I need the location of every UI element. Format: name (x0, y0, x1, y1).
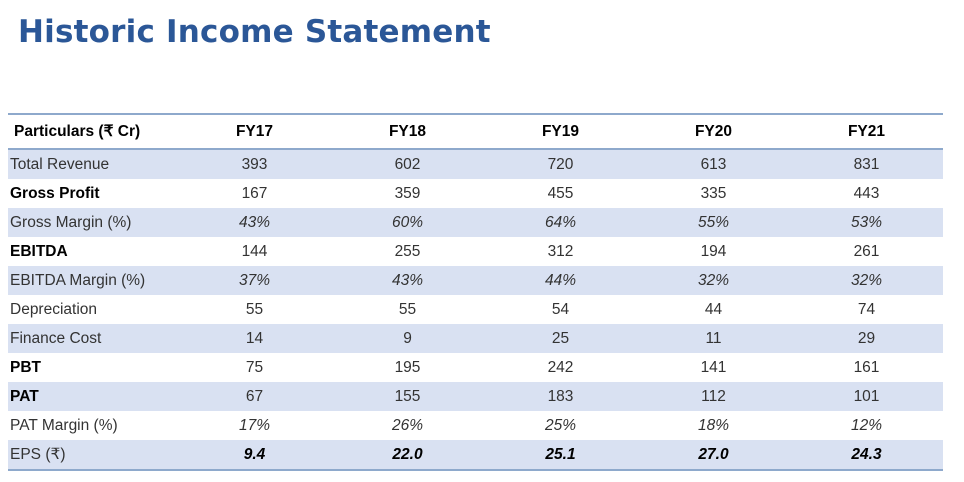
cell-fy17: 43% (178, 208, 331, 237)
cell-fy17: 37% (178, 266, 331, 295)
row-total-revenue (8, 149, 943, 179)
cell-fy18: 22.0 (331, 440, 484, 470)
cell-fy20: 55% (637, 208, 790, 237)
cell-fy21: 29 (790, 324, 943, 353)
header-fy21: FY21 (847, 122, 886, 140)
cell-fy21: 32% (790, 266, 943, 295)
cell-fy18: 55 (398, 300, 417, 318)
cell-fy19: 242 (547, 358, 574, 376)
row-ebitda-margin (8, 266, 943, 295)
page-title: Historic Income Statement (18, 14, 491, 50)
cell-fy19: 25% (544, 416, 577, 434)
cell-fy18: 26% (391, 416, 424, 434)
cell-fy20: 18% (697, 416, 730, 434)
cell-fy19: 44% (484, 266, 637, 295)
header-fy19: FY19 (541, 122, 580, 140)
cell-fy21: 831 (790, 149, 943, 179)
cell-fy20: 44 (704, 300, 723, 318)
cell-fy18: 255 (394, 242, 421, 260)
row-pat (8, 382, 943, 411)
row-gross-margin (8, 208, 943, 237)
cell-fy21: 12% (850, 416, 883, 434)
cell-fy17: 14 (178, 324, 331, 353)
cell-fy19: 720 (484, 149, 637, 179)
header-fy18: FY18 (388, 122, 427, 140)
cell-fy18: 9 (331, 324, 484, 353)
cell-fy19: 183 (484, 382, 637, 411)
row-gross-profit (8, 179, 943, 208)
cell-fy20: 613 (637, 149, 790, 179)
cell-fy17: 17% (238, 416, 271, 434)
cell-fy17: 393 (178, 149, 331, 179)
cell-fy21: 161 (853, 358, 880, 376)
row-label: Gross Profit (10, 184, 100, 202)
cell-fy18: 195 (394, 358, 421, 376)
cell-fy20: 112 (637, 382, 790, 411)
cell-fy19: 25 (484, 324, 637, 353)
header-fy20: FY20 (694, 122, 733, 140)
cell-fy20: 32% (637, 266, 790, 295)
cell-fy17: 144 (241, 242, 268, 260)
header-particulars: Particulars (₹ Cr) (14, 123, 141, 140)
cell-fy17: 55 (245, 300, 264, 318)
header-row (8, 114, 943, 149)
row-label: Total Revenue (8, 149, 178, 179)
row-label: Finance Cost (8, 324, 178, 353)
cell-fy17: 75 (245, 358, 264, 376)
cell-fy18: 359 (394, 184, 421, 202)
cell-fy19: 25.1 (484, 440, 637, 470)
cell-fy19: 54 (551, 300, 570, 318)
row-depreciation (8, 295, 943, 324)
row-pat-margin (8, 411, 943, 440)
cell-fy20: 27.0 (637, 440, 790, 470)
cell-fy20: 335 (700, 184, 727, 202)
cell-fy18: 155 (331, 382, 484, 411)
cell-fy17: 167 (241, 184, 268, 202)
row-ebitda (8, 237, 943, 266)
row-finance-cost (8, 324, 943, 353)
row-label: PBT (10, 358, 41, 376)
row-label: Gross Margin (%) (8, 208, 178, 237)
cell-fy17: 9.4 (178, 440, 331, 470)
row-label: EBITDA Margin (%) (8, 266, 178, 295)
row-label: PAT Margin (%) (10, 416, 118, 434)
income-statement-table (8, 113, 943, 471)
row-label: EPS (₹) (8, 440, 178, 470)
cell-fy19: 312 (547, 242, 574, 260)
header-fy17: FY17 (235, 122, 274, 140)
cell-fy18: 602 (331, 149, 484, 179)
cell-fy18: 43% (331, 266, 484, 295)
row-label: Depreciation (10, 300, 98, 318)
row-eps (8, 440, 943, 470)
cell-fy21: 443 (853, 184, 880, 202)
cell-fy21: 24.3 (790, 440, 943, 470)
cell-fy20: 11 (637, 324, 790, 353)
cell-fy21: 101 (790, 382, 943, 411)
cell-fy20: 194 (700, 242, 727, 260)
cell-fy21: 261 (853, 242, 880, 260)
cell-fy18: 60% (331, 208, 484, 237)
cell-fy19: 455 (547, 184, 574, 202)
cell-fy21: 53% (790, 208, 943, 237)
cell-fy21: 74 (857, 300, 876, 318)
row-pbt (8, 353, 943, 382)
cell-fy20: 141 (700, 358, 727, 376)
cell-fy17: 67 (178, 382, 331, 411)
row-label: EBITDA (10, 242, 68, 260)
cell-fy19: 64% (484, 208, 637, 237)
row-label: PAT (8, 382, 178, 411)
